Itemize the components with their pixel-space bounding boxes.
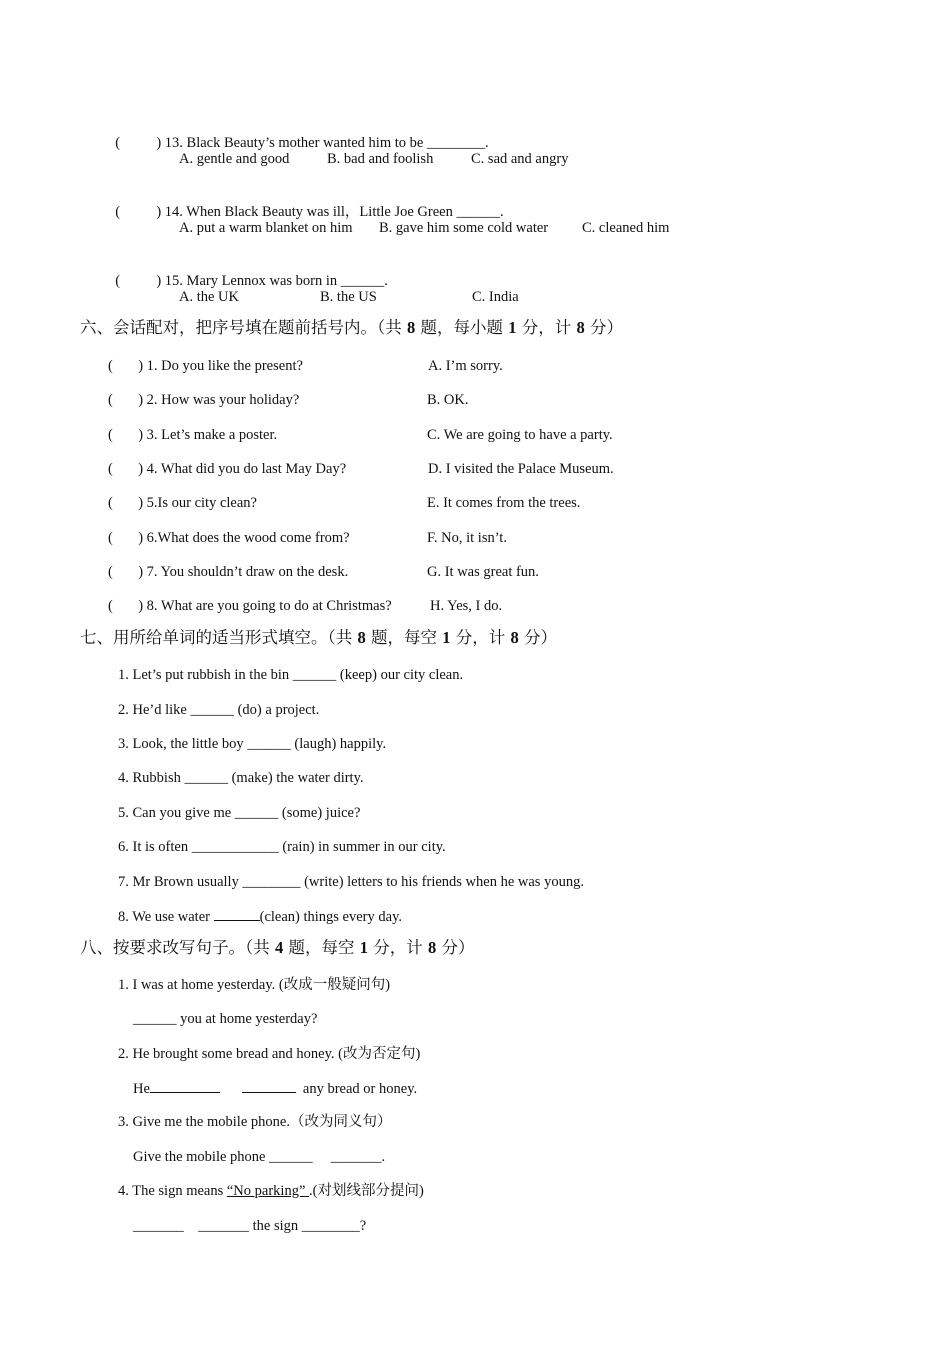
answer-bracket[interactable]: ( [108,598,139,614]
question-14: ( ) 14. When Black Beauty was ill，Little Joe Green ______. [115,204,504,220]
section-6-title: 六、会话配对，把序号填在题前括号内。（共 8 题，每小题 1 分，计 8 分） [80,318,623,337]
match-answer-a: A. I’m sorry. [428,358,503,374]
option-14c[interactable]: C. cleaned him [582,220,670,236]
match-answer-e: E. It comes from the trees. [427,495,581,511]
fill-item-3[interactable]: 3. Look, the little boy ______ (laugh) happily. [118,736,387,752]
rewrite-question-1: 1. I was at home yesterday. (改成一般疑问句) [118,977,391,993]
match-answer-g: G. It was great fun. [427,564,539,580]
answer-bracket[interactable]: ( [115,204,157,220]
match-question-8: ( ) 8. What are you going to do at Christmas? [108,598,392,614]
fill-item-2[interactable]: 2. He’d like ______ (do) a project. [118,702,320,718]
answer-bracket[interactable]: ( [108,427,139,443]
answer-bracket[interactable]: ( [108,530,139,546]
answer-blank[interactable] [214,907,260,921]
match-question-7: ( ) 7. You shouldn’t draw on the desk. [108,564,349,580]
question-13: ( ) 13. Black Beauty’s mother wanted him to be ________. [115,135,489,151]
rewrite-question-3: 3. Give me the mobile phone.（改为同义句） [118,1114,392,1130]
option-13b[interactable]: B. bad and foolish [327,151,434,167]
match-question-6: ( ) 6.What does the wood come from? [108,530,350,546]
rewrite-answer-2[interactable]: He any bread or honey. [133,1081,418,1097]
fill-item-8[interactable]: 8. We use water (clean) things every day. [118,909,402,925]
option-14a[interactable]: A. put a warm blanket on him [179,220,353,236]
answer-blank[interactable] [242,1079,296,1093]
answer-bracket[interactable]: ( [108,564,139,580]
rewrite-answer-3[interactable]: Give the mobile phone ______ _______. [133,1149,386,1165]
match-answer-d: D. I visited the Palace Museum. [428,461,614,477]
option-15a[interactable]: A. the UK [179,289,240,305]
fill-item-1[interactable]: 1. Let’s put rubbish in the bin ______ (keep) our city clean. [118,667,464,683]
match-question-1: ( ) 1. Do you like the present? [108,358,303,374]
answer-bracket[interactable]: ( [108,461,139,477]
rewrite-question-2: 2. He brought some bread and honey. (改为否定句) [118,1046,421,1062]
fill-item-7[interactable]: 7. Mr Brown usually ________ (write) letters to his friends when he was young. [118,874,584,890]
match-question-2: ( ) 2. How was your holiday? [108,392,300,408]
option-13a[interactable]: A. gentle and good [179,151,290,167]
answer-bracket[interactable]: ( [108,392,139,408]
match-answer-c: C. We are going to have a party. [427,427,613,443]
option-15c[interactable]: C. India [472,289,519,305]
rewrite-question-4: 4. The sign means “No parking” .(对划线部分提问) [118,1183,424,1199]
section-7-title: 七、用所给单词的适当形式填空。（共 8 题，每空 1 分，计 8 分） [80,628,557,647]
answer-bracket[interactable]: ( [115,273,157,289]
answer-bracket[interactable]: ( [108,495,139,511]
match-answer-h: H. Yes, I do. [430,598,503,614]
section-8-title: 八、按要求改写句子。（共 4 题，每空 1 分，计 8 分） [80,938,475,957]
option-14b[interactable]: B. gave him some cold water [379,220,549,236]
match-answer-f: F. No, it isn’t. [427,530,507,546]
fill-item-4[interactable]: 4. Rubbish ______ (make) the water dirty. [118,770,364,786]
option-13c[interactable]: C. sad and angry [471,151,569,167]
underlined-phrase: “No parking” [226,1183,310,1199]
option-15b[interactable]: B. the US [320,289,377,305]
fill-item-5[interactable]: 5. Can you give me ______ (some) juice? [118,805,361,821]
rewrite-answer-1[interactable]: ______ you at home yesterday? [133,1011,318,1027]
answer-bracket[interactable]: ( [115,135,157,151]
match-question-5: ( ) 5.Is our city clean? [108,495,257,511]
match-question-4: ( ) 4. What did you do last May Day? [108,461,347,477]
rewrite-answer-4[interactable]: _______ _______ the sign ________? [133,1218,367,1234]
fill-item-6[interactable]: 6. It is often ____________ (rain) in summer in our city. [118,839,446,855]
question-15: ( ) 15. Mary Lennox was born in ______. [115,273,388,289]
answer-blank[interactable] [150,1079,220,1093]
answer-bracket[interactable]: ( [108,358,139,374]
match-answer-b: B. OK. [427,392,469,408]
match-question-3: ( ) 3. Let’s make a poster. [108,427,278,443]
